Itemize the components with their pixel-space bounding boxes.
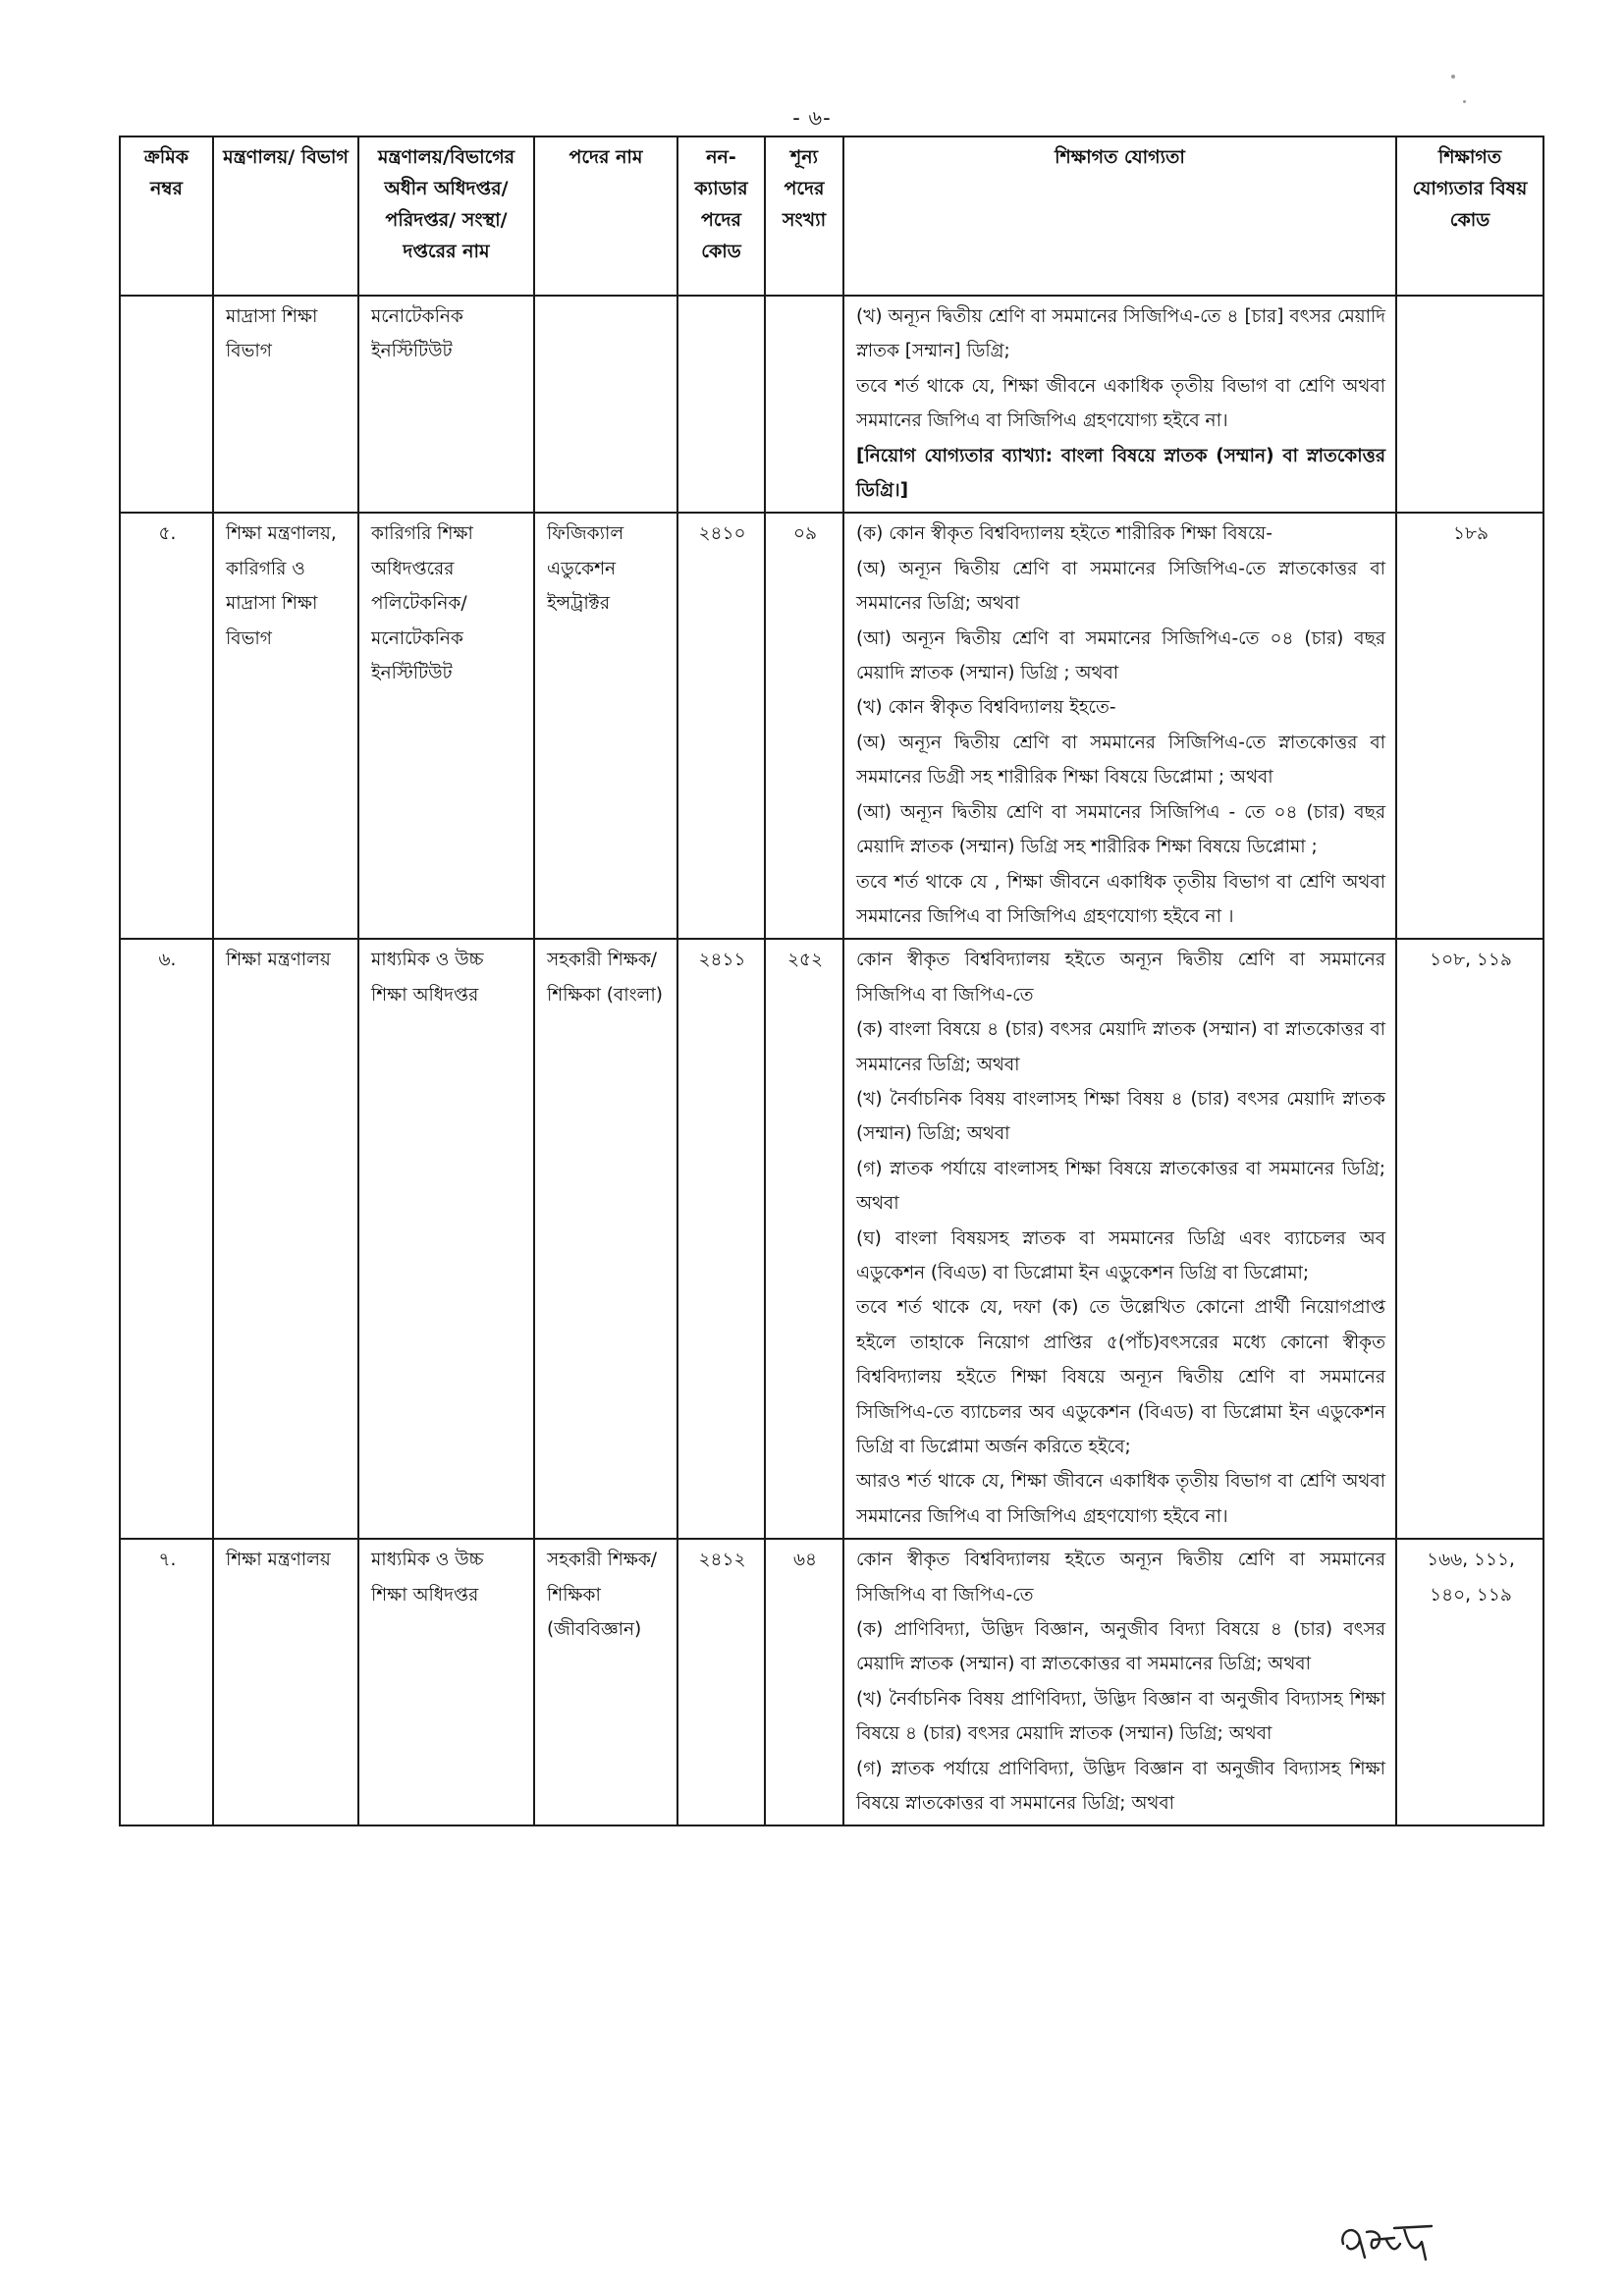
table-row — [120, 1539, 1543, 1825]
ministry-cell: মাদ্রাসা শিক্ষা বিভাগ — [213, 296, 358, 513]
serial-cell: ৬. — [120, 939, 213, 1539]
qualification-line: কোন স্বীকৃত বিশ্ববিদ্যালয় হইতে অন্যূন দ্বিতীয় শ্রেণি বা সমমানের সিজিপিএ বা জিপিএ-তে — [856, 1550, 1385, 1606]
post-cell: ফিজিক্যাল এডুকেশন ইন্সট্রাক্টর — [534, 513, 677, 939]
table-row — [120, 296, 1543, 513]
qualification-line: (খ) নৈর্বাচনিক বিষয় প্রাণিবিদ্যা, উদ্ভিদ বিজ্ঞান বা অনুজীব বিদ্যাসহ শিক্ষা বিষয়ে ৪ (চার) বৎসর মেয়াদি স্নাতক (সম্মান) ডিগ্রি; অথবা — [856, 1688, 1385, 1745]
header-serial: ক্রমিক নম্বর — [120, 136, 213, 296]
subject-code-cell: ১০৮, ১১৯ — [1396, 939, 1543, 1539]
qualification-line: কোন স্বীকৃত বিশ্ববিদ্যালয় হইতে অন্যূন দ্বিতীয় শ্রেণি বা সমমানের সিজিপিএ বা জিপিএ-তে — [856, 950, 1385, 1006]
code-cell: ২৪১১ — [677, 939, 765, 1539]
qualification-line: তবে শর্ত থাকে যে , শিক্ষা জীবনে একাধিক তৃতীয় বিভাগ বা শ্রেণি অথবা সমমানের জিপিএ বা সিজিপিএ গ্রহণযোগ্য হইবে না । — [856, 871, 1385, 927]
qualification-line: (অ) অন্যূন দ্বিতীয় শ্রেণি বা সমমানের সিজিপিএ-তে স্নাতকোত্তর বা সমমানের ডিগ্রী সহ শারীরিক শিক্ষা বিষয়ে ডিপ্লোমা ; অথবা — [856, 732, 1385, 789]
qualification-cell — [843, 1539, 1396, 1825]
header-subject-code: শিক্ষাগত যোগ্যতার বিষয় কোড — [1396, 136, 1543, 296]
qualification-cell — [843, 296, 1396, 513]
qualification-line: (গ) স্নাতক পর্যায়ে বাংলাসহ শিক্ষা বিষয়ে স্নাতকোত্তর বা সমমানের ডিগ্রি; অথবা — [856, 1158, 1385, 1215]
post-cell: সহকারী শিক্ষক/ শিক্ষিকা (বাংলা) — [534, 939, 677, 1539]
office-cell: মাধ্যমিক ও উচ্চ শিক্ষা অধিদপ্তর — [358, 939, 534, 1539]
scan-speck — [1451, 75, 1455, 79]
vacancy-cell: ২৫২ — [765, 939, 843, 1539]
serial-cell: ৭. — [120, 1539, 213, 1825]
code-cell — [677, 296, 765, 513]
qualification-cell — [843, 513, 1396, 939]
qualification-line: (আ) অন্যূন দ্বিতীয় শ্রেণি বা সমমানের সিজিপিএ-তে ০৪ (চার) বছর মেয়াদি স্নাতক (সম্মান) ডিগ্রি ; অথবা — [856, 627, 1385, 684]
qualification-line: (ঘ) বাংলা বিষয়সহ স্নাতক বা সমমানের ডিগ্রি এবং ব্যাচেলর অব এডুকেশন (বিএড) বা ডিপ্লোমা ইন এডুকেশন ডিগ্রি বা ডিপ্লোমা; — [856, 1227, 1385, 1283]
vacancy-cell — [765, 296, 843, 513]
header-post: পদের নাম — [534, 136, 677, 296]
code-cell: ২৪১০ — [677, 513, 765, 939]
office-cell: মাধ্যমিক ও উচ্চ শিক্ষা অধিদপ্তর — [358, 1539, 534, 1825]
subject-code-cell: ১৬৬, ১১১, ১৪০, ১১৯ — [1396, 1539, 1543, 1825]
qualification-line: (অ) অন্যূন দ্বিতীয় শ্রেণি বা সমমানের সিজিপিএ-তে স্নাতকোত্তর বা সমমানের ডিগ্রি; অথবা — [856, 558, 1385, 615]
ministry-cell: শিক্ষা মন্ত্রণালয়, কারিগরি ও মাদ্রাসা শিক্ষা বিভাগ — [213, 513, 358, 939]
header-qualification: শিক্ষাগত যোগ্যতা — [843, 136, 1396, 296]
qualification-line: (ক) কোন স্বীকৃত বিশ্ববিদ্যালয় হইতে শারীরিক শিক্ষা বিষয়ে- — [856, 523, 1272, 545]
header-office: মন্ত্রণালয়/বিভাগের অধীন অধিদপ্তর/ পরিদপ্তর/ সংস্থা/ দপ্তরের নাম — [358, 136, 534, 296]
ministry-cell: শিক্ষা মন্ত্রণালয় — [213, 939, 358, 1539]
vacancy-cell: ৬৪ — [765, 1539, 843, 1825]
header-vacancy: শূন্য পদের সংখ্যা — [765, 136, 843, 296]
header-code: নন-ক্যাডার পদের কোড — [677, 136, 765, 296]
qualification-line: (খ) কোন স্বীকৃত বিশ্ববিদ্যালয় ইহতে- — [856, 697, 1116, 719]
qualification-cell — [843, 939, 1396, 1539]
code-cell: ২৪১২ — [677, 1539, 765, 1825]
qualification-line: (খ) নৈর্বাচনিক বিষয় বাংলাসহ শিক্ষা বিষয় ৪ (চার) বৎসর মেয়াদি স্নাতক (সম্মান) ডিগ্রি; অথবা — [856, 1088, 1385, 1145]
table-row — [120, 513, 1543, 939]
qualification-line: (ক) বাংলা বিষয়ে ৪ (চার) বৎসর মেয়াদি স্নাতক (সম্মান) বা স্নাতকোত্তর বা সমমানের ডিগ্রি; অথবা — [856, 1019, 1385, 1075]
signature-mark — [1335, 2214, 1443, 2273]
qualification-line: (গ) স্নাতক পর্যায়ে প্রাণিবিদ্যা, উদ্ভিদ বিজ্ঞান বা অনুজীব বিদ্যাসহ শিক্ষা বিষয়ে স্নাতকোত্তর বা সমমানের ডিগ্রি; অথবা — [856, 1758, 1385, 1815]
serial-cell: ৫. — [120, 513, 213, 939]
table-header-row — [120, 136, 1543, 296]
qualification-line: তবে শর্ত থাকে যে, দফা (ক) তে উল্লেখিত কোনো প্রার্থী নিয়োগপ্রাপ্ত হইলে তাহাকে নিয়োগ প্রাপ্তির ৫(পাঁচ)বৎসরের মধ্যে কোনো স্বীকৃত বিশ্ববিদ্যালয় হইতে শিক্ষা বিষয়ে অন্যূন দ্বিতীয় শ্রেণি বা সমমানের সিজিপিএ-তে ব্যাচেলর অব এডুকেশন (বিএড) বা ডিপ্লোমা ইন এডুকেশন ডিগ্রি বা ডিপ্লোমা অর্জন করিতে হইবে; — [856, 1297, 1385, 1457]
ministry-cell: শিক্ষা মন্ত্রণালয় — [213, 1539, 358, 1825]
serial-cell — [120, 296, 213, 513]
qualification-line: আরও শর্ত থাকে যে, শিক্ষা জীবনে একাধিক তৃতীয় বিভাগ বা শ্রেণি অথবা সমমানের জিপিএ বা সিজিপিএ গ্রহণযোগ্য হইবে না। — [856, 1471, 1385, 1527]
post-cell — [534, 296, 677, 513]
qualification-line: (ক) প্রাণিবিদ্যা, উদ্ভিদ বিজ্ঞান, অনুজীব বিদ্যা বিষয়ে ৪ (চার) বৎসর মেয়াদি স্নাতক (সম্মান) বা স্নাতকোত্তর বা সমমানের ডিগ্রি; অথবা — [856, 1619, 1385, 1675]
header-ministry: মন্ত্রণালয়/ বিভাগ — [213, 136, 358, 296]
qualification-line: (খ) অন্যূন দ্বিতীয় শ্রেণি বা সমমানের সিজিপিএ-তে ৪ [চার] বৎসর মেয়াদি স্নাতক [সম্মান] ডিগ্রি; — [856, 306, 1385, 362]
subject-code-cell — [1396, 296, 1543, 513]
vacancy-cell: ০৯ — [765, 513, 843, 939]
office-cell: কারিগরি শিক্ষা অধিদপ্তরের পলিটেকনিক/ মনোটেকনিক ইনস্টিটিউট — [358, 513, 534, 939]
qualification-line: (আ) অন্যূন দ্বিতীয় শ্রেণি বা সমমানের সিজিপিএ - তে ০৪ (চার) বছর মেয়াদি স্নাতক (সম্মান) ডিগ্রি সহ শারীরিক শিক্ষা বিষয়ে ডিপ্লোমা ; — [856, 801, 1385, 858]
page-number: - ৬- — [792, 106, 832, 130]
table-row — [120, 939, 1543, 1539]
subject-code-cell: ১৮৯ — [1396, 513, 1543, 939]
office-cell: মনোটেকনিক ইনস্টিটিউট — [358, 296, 534, 513]
qualification-line: তবে শর্ত থাকে যে, শিক্ষা জীবনে একাধিক তৃতীয় বিভাগ বা শ্রেণি অথবা সমমানের জিপিএ বা সিজিপিএ গ্রহণযোগ্য হইবে না। — [856, 375, 1385, 432]
qualification-note: [নিয়োগ যোগ্যতার ব্যাখ্যা: বাংলা বিষয়ে স্নাতক (সম্মান) বা স্নাতকোত্তর ডিগ্রি।] — [856, 445, 1385, 502]
post-cell: সহকারী শিক্ষক/ শিক্ষিকা (জীববিজ্ঞান) — [534, 1539, 677, 1825]
recruitment-table — [119, 136, 1544, 1826]
